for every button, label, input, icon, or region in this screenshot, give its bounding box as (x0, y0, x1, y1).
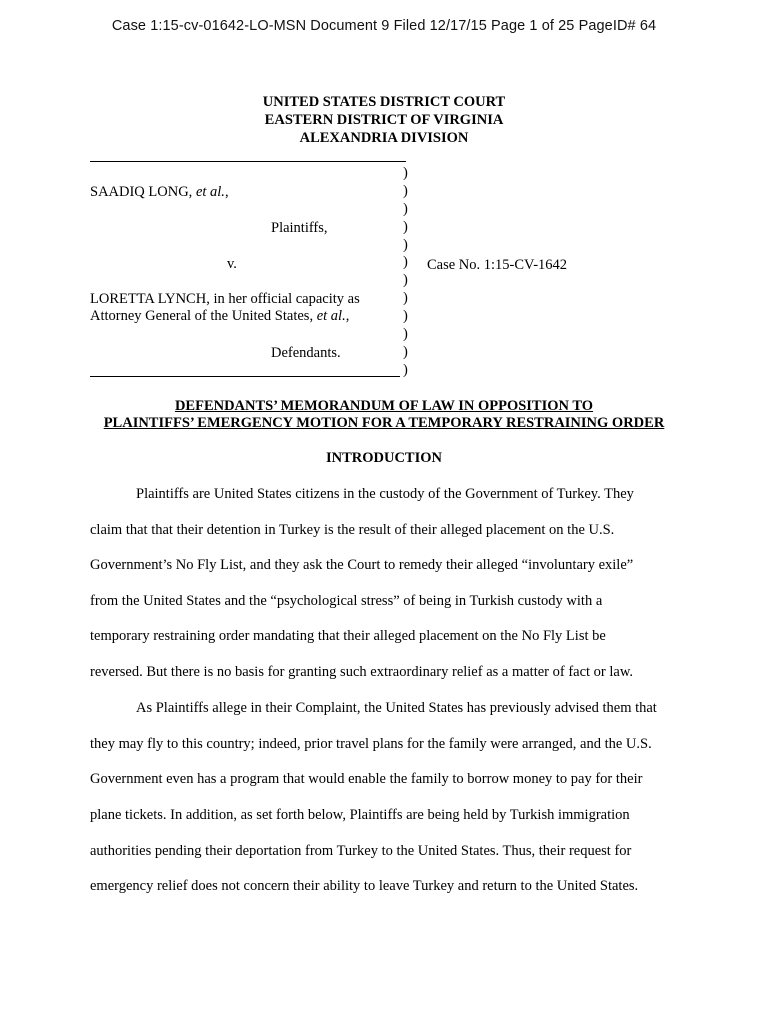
defendant-name-line2: Attorney General of the United States, et al., (90, 308, 350, 324)
caption-paren: ) (403, 218, 408, 235)
body-line: As Plaintiffs allege in their Complaint, the United States has previously advised them that (136, 700, 657, 716)
body-line: emergency relief does not concern their ability to leave Turkey and return to the United States. (90, 878, 639, 894)
caption-paren: ) (403, 361, 408, 378)
versus-label: v. (227, 256, 237, 272)
document-title-line1: DEFENDANTS’ MEMORANDUM OF LAW IN OPPOSITION TO (174, 398, 594, 414)
caption-parenthesis-column (403, 165, 408, 380)
body-line: they may fly to this country; indeed, prior travel plans for the family were arranged, and the U.S. (90, 736, 652, 752)
caption-paren: ) (403, 200, 408, 217)
body-line: Government even has a program that would enable the family to borrow money to pay for their (90, 771, 643, 787)
body-line: reversed. But there is no basis for granting such extraordinary relief as a matter of fact or law. (90, 664, 634, 680)
court-division: ALEXANDRIA DIVISION (299, 130, 469, 146)
document-title (0, 398, 768, 432)
caption-paren: ) (403, 272, 408, 289)
caption-paren: ) (403, 254, 408, 271)
body-line: Government’s No Fly List, and they ask the Court to remedy their alleged “involuntary exile” (90, 557, 634, 573)
court-heading (0, 93, 768, 147)
plaintiff-name: SAADIQ LONG, et al., (90, 184, 229, 200)
caption-bottom-rule (90, 376, 400, 377)
caption-paren: ) (403, 182, 408, 199)
body-line: plane tickets. In addition, as set forth below, Plaintiffs are being held by Turkish immigration (90, 807, 630, 823)
caption-paren: ) (403, 290, 408, 307)
body-line: Plaintiffs are United States citizens in the custody of the Government of Turkey. They (136, 486, 634, 502)
caption-paren: ) (403, 236, 408, 253)
body-line: claim that that their detention in Turkey is the result of their alleged placement on the U.S. (90, 522, 615, 538)
defendants-label: Defendants. (271, 345, 341, 361)
document-title-line2: PLAINTIFFS’ EMERGENCY MOTION FOR A TEMPORARY RESTRAINING ORDER (103, 415, 665, 431)
body-line: from the United States and the “psychological stress” of being in Turkish custody with a (90, 593, 603, 609)
caption-paren: ) (403, 165, 408, 181)
caption-top-rule (90, 161, 406, 162)
body-line: authorities pending their deportation from Turkey to the United States. Thus, their request for (90, 843, 632, 859)
caption-paren: ) (403, 343, 408, 360)
caption-paren: ) (403, 326, 408, 343)
court-name: UNITED STATES DISTRICT COURT (262, 94, 506, 110)
case-number: Case No. 1:15-CV-1642 (427, 257, 568, 273)
section-heading: INTRODUCTION (325, 450, 442, 466)
ecf-header-stamp: Case 1:15-cv-01642-LO-MSN Document 9 Filed 12/17/15 Page 1 of 25 PageID# 64 (111, 18, 657, 34)
body-line: temporary restraining order mandating that their alleged placement on the No Fly List be (90, 628, 606, 644)
plaintiffs-label: Plaintiffs, (271, 220, 328, 236)
caption-paren: ) (403, 308, 408, 325)
court-district: EASTERN DISTRICT OF VIRGINIA (264, 112, 504, 128)
defendant-name-line1: LORETTA LYNCH, in her official capacity as (90, 291, 360, 307)
